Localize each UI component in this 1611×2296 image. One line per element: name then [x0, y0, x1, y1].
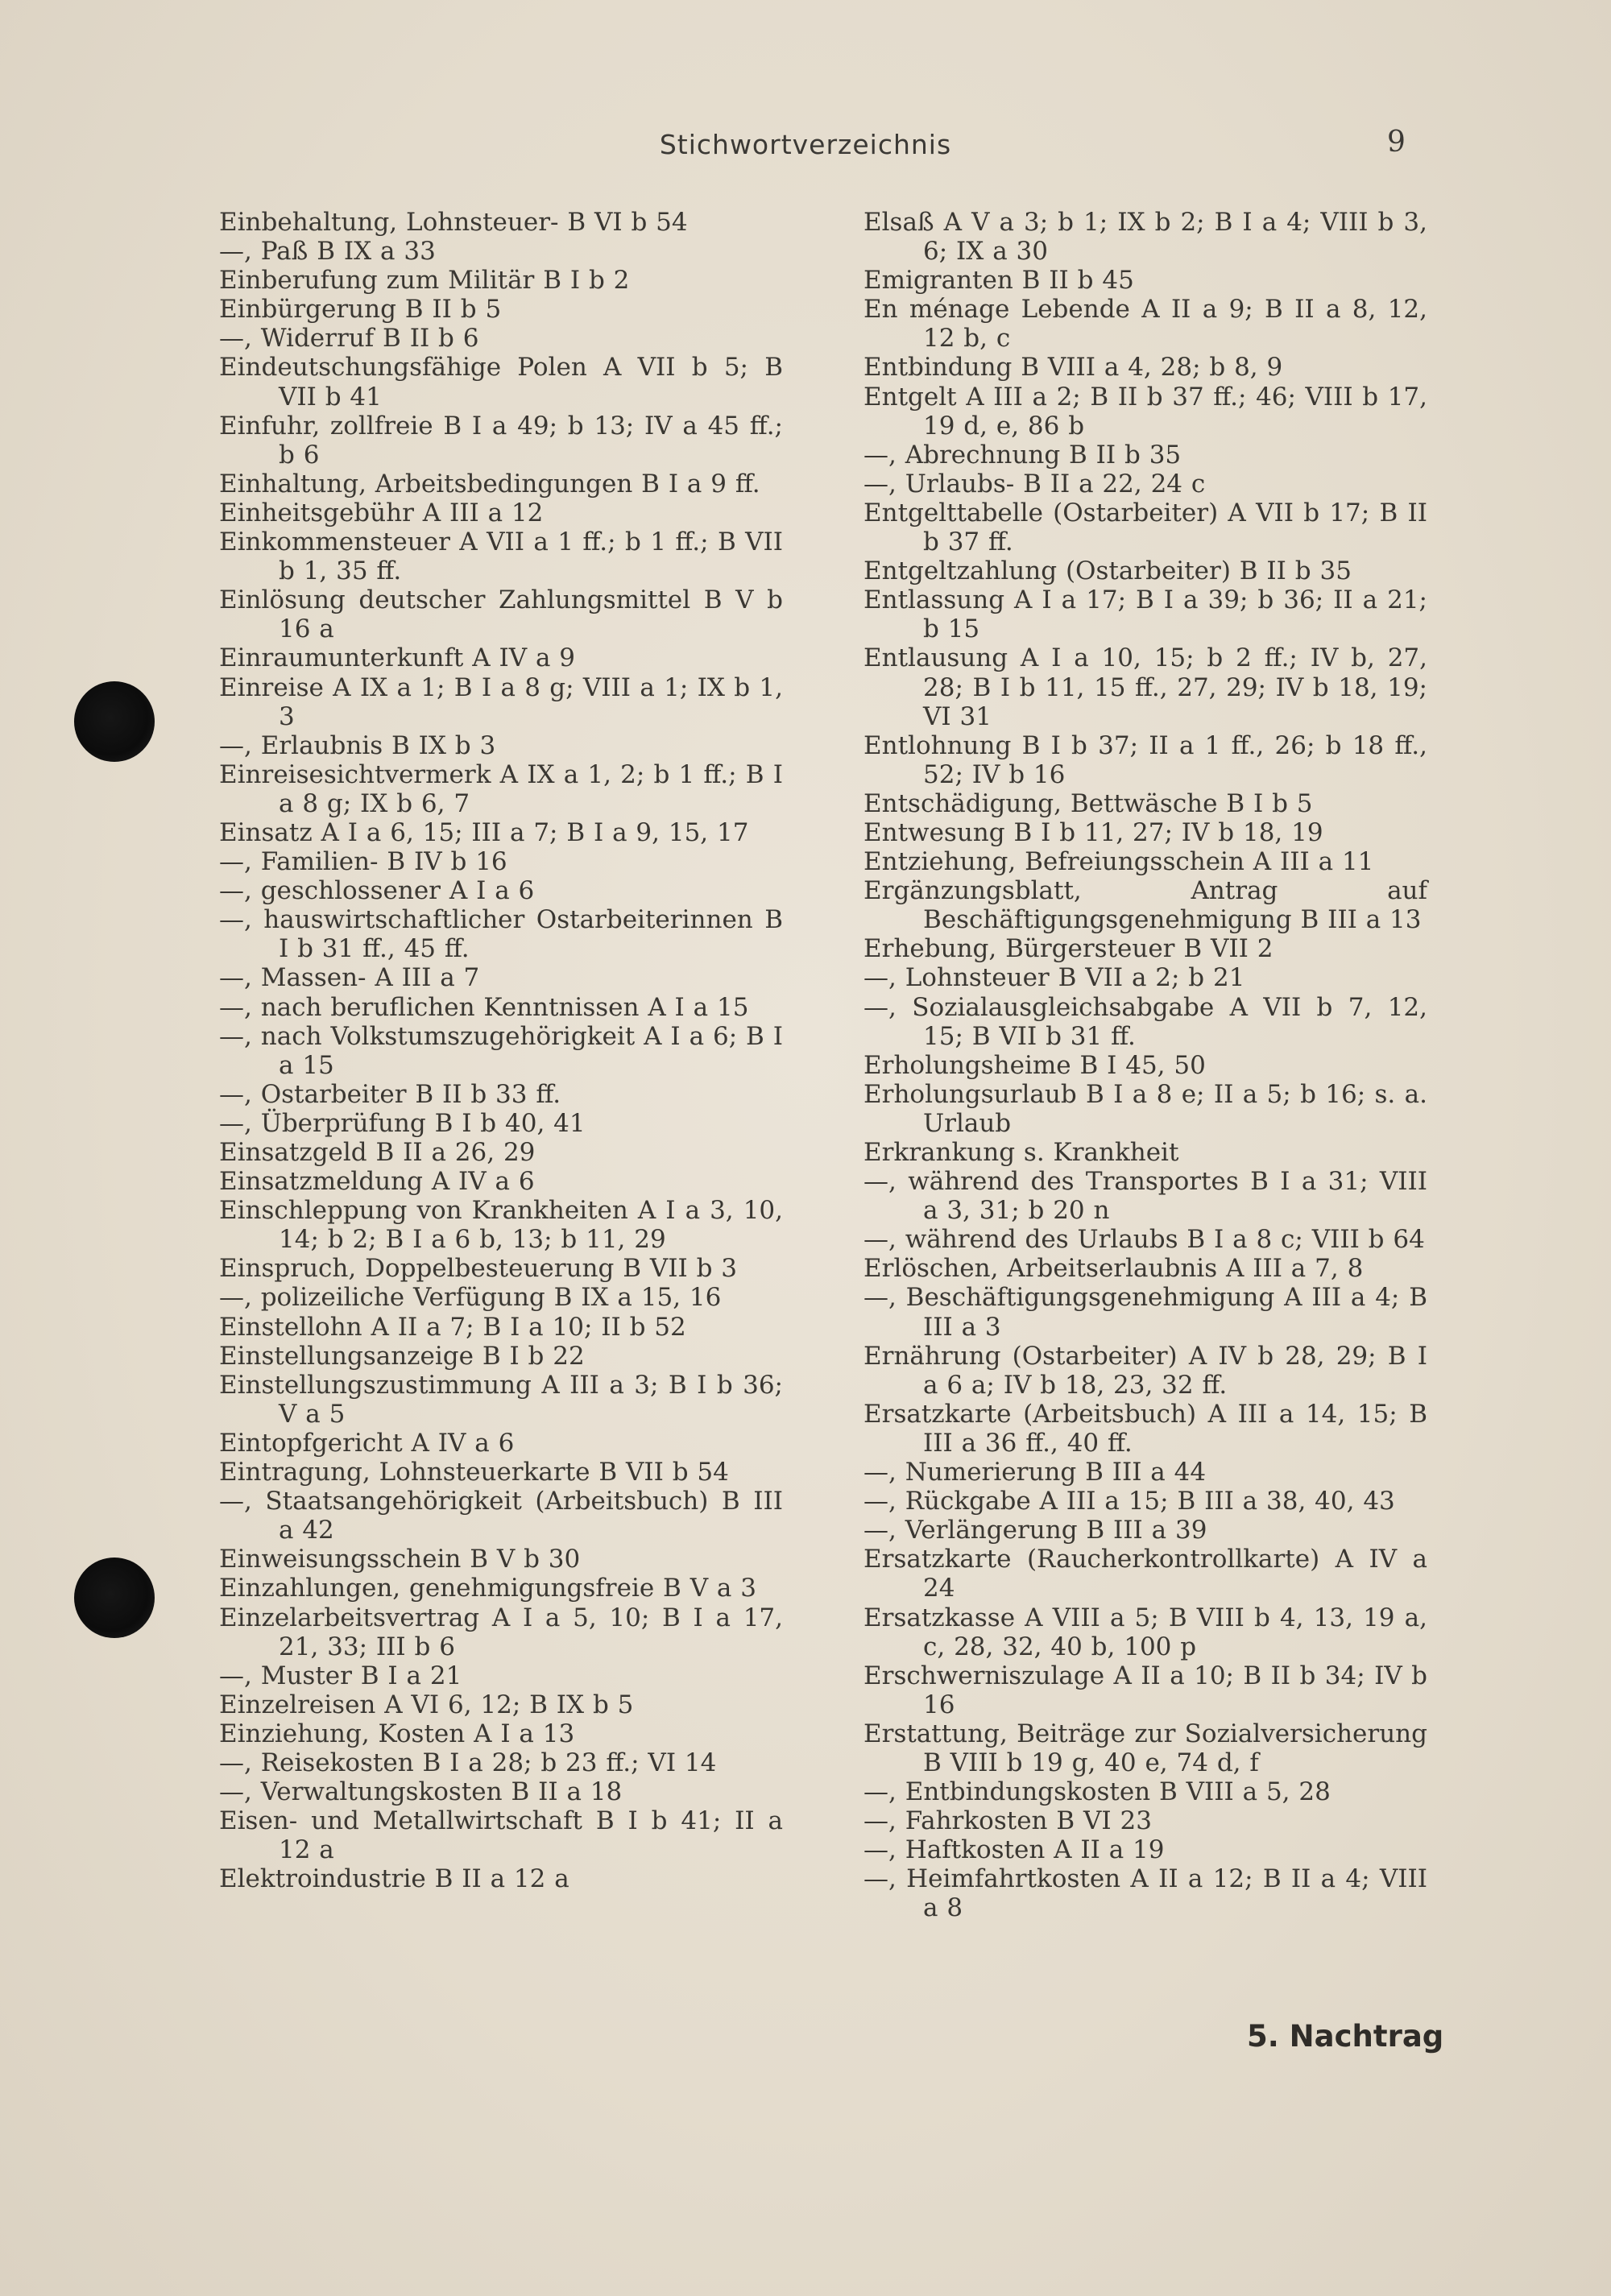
index-entry: Entlassung A I a 17; B I a 39; b 36; II a 21; b 15	[863, 585, 1427, 644]
index-entry: —, Staatsangehörigkeit (Arbeitsbuch) B III a 42	[219, 1487, 783, 1545]
punch-hole	[74, 1558, 155, 1638]
index-entry: Einheitsgebühr A III a 12	[219, 498, 544, 527]
index-column-left	[219, 208, 783, 1893]
index-entry: Einstellungsanzeige B I b 22	[219, 1341, 585, 1371]
index-entry: —, Urlaubs- B II a 22, 24 c	[863, 469, 1206, 499]
index-entry: —, Erlaubnis B IX b 3	[219, 730, 496, 760]
index-entry: Entbindung B VIII a 4, 28; b 8, 9	[863, 353, 1283, 383]
index-entry: —, während des Transportes B I a 31; VIII a 3, 31; b 20 n	[863, 1167, 1427, 1226]
index-entry: —, Sozialausgleichsabgabe A VII b 7, 12, 15; B VII b 31 ff.	[863, 992, 1427, 1051]
index-entry: Einkommensteuer A VII a 1 ff.; b 1 ff.; B VII b 1, 35 ff.	[219, 527, 783, 586]
index-entry: —, Heimfahrtkosten A II a 12; B II a 4; VIII a 8	[863, 1864, 1427, 1923]
index-entry: Eisen- und Metallwirtschaft B I b 41; II a 12 a	[219, 1806, 783, 1865]
index-entry: Einbürgerung B II b 5	[219, 295, 502, 325]
index-entry: Erhebung, Bürgersteuer B VII 2	[863, 934, 1273, 964]
index-entry: Entlausung A I a 10, 15; b 2 ff.; IV b, 27, 28; B I b 11, 15 ff., 27, 29; IV b 18, 19; VI 31	[863, 643, 1427, 731]
index-entry: Erholungsurlaub B I a 8 e; II a 5; b 16; s. a. Urlaub	[863, 1079, 1427, 1138]
index-entry: —, Überprüfung B I b 40, 41	[219, 1108, 586, 1138]
index-entry: Einstellohn A II a 7; B I a 10; II b 52	[219, 1312, 686, 1342]
index-entry: —, Beschäftigungsgenehmigung A III a 4; B III a 3	[863, 1283, 1427, 1342]
index-entry: —, Fahrkosten B VI 23	[863, 1806, 1152, 1836]
index-entry: —, Numerierung B III a 44	[863, 1458, 1207, 1487]
index-entry: Einreise A IX a 1; B I a 8 g; VIII a 1; IX b 1, 3	[219, 672, 783, 731]
index-entry: Ersatzkarte (Arbeitsbuch) A III a 14, 15; B III a 36 ff., 40 ff.	[863, 1399, 1427, 1458]
index-entry: —, Verwaltungskosten B II a 18	[219, 1777, 623, 1807]
index-entry: En ménage Lebende A II a 9; B II a 8, 12, 12 b, c	[863, 295, 1427, 354]
index-entry: Einweisungsschein B V b 30	[219, 1545, 581, 1574]
index-entry: Einzelreisen A VI 6, 12; B IX b 5	[219, 1690, 634, 1719]
index-entry: —, polizeiliche Verfügung B IX a 15, 16	[219, 1283, 722, 1313]
index-entry: Einzahlungen, genehmigungsfreie B V a 3	[219, 1574, 756, 1603]
index-entry: —, während des Urlaubs B I a 8 c; VIII b 64	[863, 1225, 1425, 1255]
index-entry: —, Abrechnung B II b 35	[863, 440, 1182, 470]
index-entry: —, Entbindungskosten B VIII a 5, 28	[863, 1777, 1331, 1807]
index-entry: Erschwerniszulage A II a 10; B II b 34; IV b 16	[863, 1661, 1427, 1719]
index-entry: Eintragung, Lohnsteuerkarte B VII b 54	[219, 1458, 729, 1487]
index-entry: Eintopfgericht A IV a 6	[219, 1428, 515, 1458]
index-entry: Elsaß A V a 3; b 1; IX b 2; B I a 4; VIII b 3, 6; IX a 30	[863, 208, 1427, 267]
index-entry: Ergänzungsblatt, Antrag auf Beschäftigungsgenehmigung B III a 13	[863, 876, 1427, 935]
index-entry: —, Lohnsteuer B VII a 2; b 21	[863, 963, 1245, 993]
index-entry: Einsatz A I a 6, 15; III a 7; B I a 9, 15, 17	[219, 817, 749, 847]
page-title: Stichwortverzeichnis	[659, 129, 952, 160]
index-entry: Einspruch, Doppelbesteuerung B VII b 3	[219, 1254, 737, 1284]
index-entry: —, hauswirtschaftlicher Ostarbeiterinnen B I b 31 ff., 45 ff.	[219, 905, 783, 964]
index-entry: Erstattung, Beiträge zur Sozialversicherung B VIII b 19 g, 40 e, 74 d, f	[863, 1719, 1427, 1777]
index-entry: Erkrankung s. Krankheit	[863, 1138, 1179, 1167]
index-entry: Entgeltzahlung (Ostarbeiter) B II b 35	[863, 556, 1352, 586]
index-entry: —, nach beruflichen Kenntnissen A I a 15	[219, 992, 749, 1022]
index-entry: Einschleppung von Krankheiten A I a 3, 10, 14; b 2; B I a 6 b, 13; b 11, 29	[219, 1196, 783, 1255]
index-entry: Ernährung (Ostarbeiter) A IV b 28, 29; B I a 6 a; IV b 18, 23, 32 ff.	[863, 1341, 1427, 1400]
index-entry: Erholungsheime B I 45, 50	[863, 1050, 1206, 1080]
index-entry: —, Familien- B IV b 16	[219, 847, 507, 877]
index-entry: —, Reisekosten B I a 28; b 23 ff.; VI 14	[219, 1748, 717, 1777]
index-entry: —, Widerruf B II b 6	[219, 324, 479, 354]
index-entry: —, nach Volkstumszugehörigkeit A I a 6; B I a 15	[219, 1021, 783, 1080]
index-column-right	[863, 208, 1427, 1923]
index-entry: Ersatzkarte (Raucherkontrollkarte) A IV a 24	[863, 1545, 1427, 1603]
index-entry: —, Muster B I a 21	[219, 1661, 462, 1690]
index-entry: Einberufung zum Militär B I b 2	[219, 266, 630, 296]
index-entry: Einraumunterkunft A IV a 9	[219, 643, 576, 673]
index-entry: —, Rückgabe A III a 15; B III a 38, 40, 43	[863, 1487, 1395, 1516]
index-entry: Einstellungszustimmung A III a 3; B I b 36; V a 5	[219, 1370, 783, 1429]
index-entry: Entgelttabelle (Ostarbeiter) A VII b 17; B II b 37 ff.	[863, 498, 1427, 557]
index-entry: Einzelarbeitsvertrag A I a 5, 10; B I a 17, 21, 33; III b 6	[219, 1603, 783, 1661]
index-entry: Einhaltung, Arbeitsbedingungen B I a 9 ff.	[219, 469, 760, 499]
index-entry: —, Massen- A III a 7	[219, 963, 480, 993]
index-entry: —, Ostarbeiter B II b 33 ff.	[219, 1079, 561, 1109]
index-entry: —, geschlossener A I a 6	[219, 876, 535, 906]
supplement-label: 5. Nachtrag	[1247, 2019, 1444, 2054]
index-entry: Eindeutschungsfähige Polen A VII b 5; B VII b 41	[219, 353, 783, 412]
index-entry: Entlohnung B I b 37; II a 1 ff., 26; b 18 ff., 52; IV b 16	[863, 730, 1427, 789]
index-entry: Entschädigung, Bettwäsche B I b 5	[863, 788, 1313, 818]
punch-hole	[74, 681, 155, 762]
index-entry: Elektroindustrie B II a 12 a	[219, 1864, 569, 1894]
index-entry: Emigranten B II b 45	[863, 266, 1134, 296]
index-entry: Einfuhr, zollfreie B I a 49; b 13; IV a 45 ff.; b 6	[219, 411, 783, 470]
index-entry: Einlösung deutscher Zahlungsmittel B V b 16 a	[219, 585, 783, 644]
index-entry: —, Verlängerung B III a 39	[863, 1516, 1207, 1545]
index-entry: Einbehaltung, Lohnsteuer- B VI b 54	[219, 208, 688, 237]
index-entry: Entwesung B I b 11, 27; IV b 18, 19	[863, 817, 1323, 847]
index-entry: Einsatzmeldung A IV a 6	[219, 1167, 535, 1197]
index-entry: —, Paß B IX a 33	[219, 237, 436, 267]
index-entry: Entziehung, Befreiungsschein A III a 11	[863, 847, 1374, 877]
index-entry: Einziehung, Kosten A I a 13	[219, 1719, 575, 1748]
index-entry: Einreisesichtvermerk A IX a 1, 2; b 1 ff.; B I a 8 g; IX b 6, 7	[219, 759, 783, 818]
index-entry: Einsatzgeld B II a 26, 29	[219, 1138, 536, 1167]
page-number: 9	[1387, 126, 1406, 159]
index-entry: —, Haftkosten A II a 19	[863, 1835, 1165, 1865]
index-entry: Erlöschen, Arbeitserlaubnis A III a 7, 8	[863, 1254, 1364, 1284]
index-entry: Ersatzkasse A VIII a 5; B VIII b 4, 13, 19 a, c, 28, 32, 40 b, 100 p	[863, 1603, 1427, 1661]
index-entry: Entgelt A III a 2; B II b 37 ff.; 46; VIII b 17, 19 d, e, 86 b	[863, 382, 1427, 441]
